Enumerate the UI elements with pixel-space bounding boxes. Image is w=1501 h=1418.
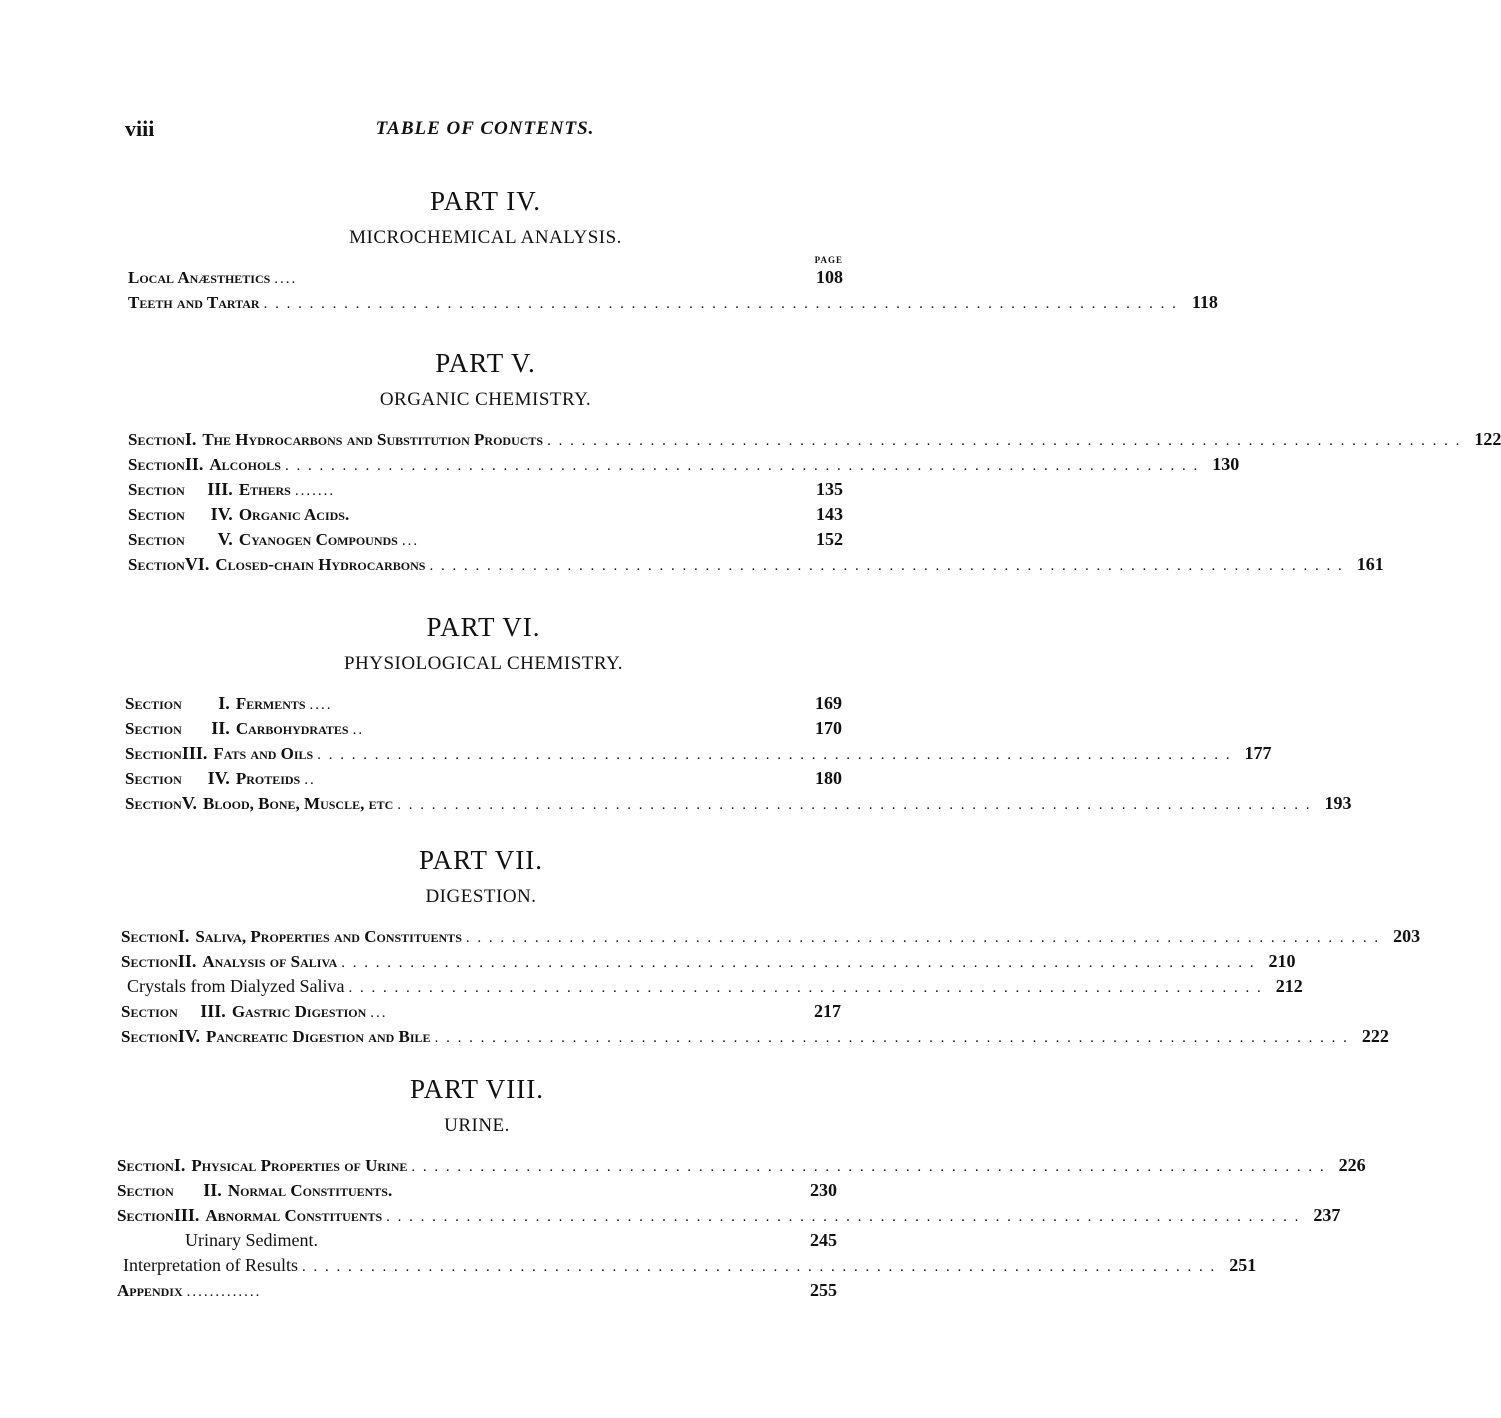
dot-leader: . . . . . . . . . . . . . . . . . . . . . . . . . . . . . . . . . . . . . . . . . . . . . . . . . . . . . . . . . . . . . . . . . . . . . . . . . . . . . . . . [411, 1159, 1326, 1175]
part-subtitle: PHYSIOLOGICAL CHEMISTRY. [343, 653, 624, 674]
section-label: Section [128, 455, 185, 474]
section-numeral: III. [173, 1205, 200, 1225]
part-section [125, 609, 1352, 816]
part-section [121, 842, 1421, 1049]
entry-title: Proteids [235, 769, 301, 788]
section-label: Section [128, 505, 185, 524]
toc-entry[interactable] [128, 527, 843, 552]
entry-title: Appendix [117, 1281, 183, 1300]
section-label: Section [128, 480, 185, 499]
section-label: Section [121, 1002, 178, 1021]
page-number: 180 [815, 768, 842, 788]
entry-title: Carbohydrates [235, 719, 349, 738]
toc-entry[interactable] [121, 924, 1421, 949]
section-label: Section [121, 1027, 178, 1046]
page-number: 130 [1212, 454, 1240, 474]
part-title: PART VIII. [410, 1074, 544, 1104]
dot-leader: . . . . . . . . . . . . . . . . . . . . . . . . . . . . . . . . . . . . . . . . . . . . . . . . . . . . . . . . . . . . . . . . . . . . . . . . . . . . . . . . [341, 955, 1256, 971]
dot-leader: .... [274, 271, 298, 287]
page-number: 108 [816, 267, 843, 287]
page-number: 152 [816, 529, 843, 549]
dot-leader: ... [401, 533, 420, 549]
page-number: 177 [1244, 743, 1272, 763]
page-number: 230 [810, 1180, 837, 1200]
section-numeral: II. [177, 951, 197, 971]
page-number: 255 [810, 1280, 837, 1300]
section-label: Section [125, 719, 182, 738]
entry-title: Saliva, Properties and Constituents [195, 927, 462, 946]
toc-entry[interactable] [128, 290, 1218, 315]
page-number: 210 [1268, 951, 1296, 971]
section-numeral: II. [184, 454, 204, 474]
entry-title: Crystals from Dialyzed Saliva [127, 976, 345, 996]
entry-title: Alcohols [209, 455, 281, 474]
toc-entry[interactable] [121, 1024, 1389, 1049]
entry-title: Local Anæsthetics [128, 268, 271, 287]
part-section [128, 183, 1218, 315]
dot-leader: . . . . . . . . . . . . . . . . . . . . . . . . . . . . . . . . . . . . . . . . . . . . . . . . . . . . . . . . . . . . . . . . . . . . . . . . . . . . . . . . [465, 930, 1381, 946]
entry-title: Analysis of Saliva [202, 952, 338, 971]
dot-leader: . . . . . . . . . . . . . . . . . . . . . . . . . . . . . . . . . . . . . . . . . . . . . . . . . . . . . . . . . . . . . . . . . . . . . . . . . . . . . . . . [263, 296, 1178, 312]
page-number: 169 [815, 693, 842, 713]
section-label: Section [117, 1181, 174, 1200]
part-title: PART VI. [426, 612, 541, 642]
running-title: TABLE OF CONTENTS. [375, 118, 595, 139]
entry-list [128, 427, 1501, 577]
section-label: Section [125, 769, 182, 788]
page-number: 226 [1338, 1155, 1366, 1175]
section-label: Section [121, 952, 178, 971]
page-number: 118 [1191, 292, 1218, 312]
entry-title: Teeth and Tartar [128, 293, 260, 312]
section-label: Section [128, 555, 185, 574]
toc-entry[interactable] [128, 452, 1240, 477]
section-label: Section [121, 927, 178, 946]
page-column-label: PAGE [814, 255, 843, 265]
entry-title: Interpretation of Results [123, 1255, 298, 1275]
section-numeral: I. [218, 693, 230, 713]
section-label: Section [125, 744, 182, 763]
dot-leader: .. [352, 722, 365, 738]
toc-entry[interactable] [117, 1228, 837, 1253]
toc-entry[interactable] [121, 974, 1303, 999]
section-numeral: IV. [177, 1026, 200, 1046]
toc-entry[interactable] [117, 1203, 1341, 1228]
toc-entry[interactable] [125, 741, 1272, 766]
toc-entry[interactable] [125, 791, 1352, 816]
dot-leader: . . . . . . . . . . . . . . . . . . . . . . . . . . . . . . . . . . . . . . . . . . . . . . . . . . . . . . . . . . . . . . . . . . . . . . . . . . . . . . . . [386, 1209, 1301, 1225]
part-subtitle: ORGANIC CHEMISTRY. [379, 389, 592, 410]
section-numeral: IV. [210, 504, 233, 524]
page-number: 170 [815, 718, 842, 738]
page-number: 212 [1275, 976, 1303, 996]
dot-leader: . . . . . . . . . . . . . . . . . . . . . . . . . . . . . . . . . . . . . . . . . . . . . . . . . . . . . . . . . . . . . . . . . . . . . . . . . . . . . . . . [348, 980, 1263, 996]
page-number: 217 [814, 1001, 841, 1021]
part-title: PART VII. [419, 845, 543, 875]
page-number: 251 [1229, 1255, 1257, 1275]
entry-title: Ethers [238, 480, 291, 499]
section-numeral: III. [207, 479, 233, 499]
part-section [128, 345, 1501, 577]
page-number: 143 [816, 504, 843, 524]
part-subtitle: DIGESTION. [425, 886, 537, 907]
page-number: 245 [810, 1230, 837, 1250]
toc-entry[interactable] [128, 427, 1501, 452]
toc-entry[interactable] [121, 949, 1296, 974]
toc-entry[interactable] [117, 1153, 1366, 1178]
toc-entry[interactable] [125, 766, 842, 791]
dot-leader: ... [370, 1005, 388, 1021]
page-number: 161 [1356, 554, 1384, 574]
section-numeral: III. [181, 743, 208, 763]
entry-title: Cyanogen Compounds [238, 530, 398, 549]
entry-title: Closed-chain Hydrocarbons [215, 555, 426, 574]
section-numeral: II. [211, 718, 230, 738]
toc-entry[interactable] [128, 502, 843, 527]
dot-leader: .. [304, 772, 316, 788]
entry-title: Blood, Bone, Muscle, etc [203, 794, 394, 813]
entry-title: Abnormal Constituents [205, 1206, 383, 1225]
entry-title: Organic Acids. [238, 505, 350, 524]
dot-leader: ............. [186, 1284, 262, 1300]
page-number: 122 [1474, 429, 1501, 449]
part-subtitle: MICROCHEMICAL ANALYSIS. [349, 227, 622, 248]
entry-title: Gastric Digestion [231, 1002, 367, 1021]
dot-leader: . . . . . . . . . . . . . . . . . . . . . . . . . . . . . . . . . . . . . . . . . . . . . . . . . . . . . . . . . . . . . . . . . . . . . . . . . . . . . . . . [397, 797, 1312, 813]
entry-list [117, 1153, 1366, 1303]
section-numeral: I. [173, 1155, 186, 1175]
dot-leader: . . . . . . . . . . . . . . . . . . . . . . . . . . . . . . . . . . . . . . . . . . . . . . . . . . . . . . . . . . . . . . . . . . . . . . . . . . . . . . . . [429, 558, 1344, 574]
entry-title: Ferments [235, 694, 306, 713]
section-numeral: V. [181, 793, 197, 813]
page-number: 135 [816, 479, 843, 499]
page-number: 193 [1324, 793, 1352, 813]
section-label: Section [117, 1156, 174, 1175]
dot-leader: . . . . . . . . . . . . . . . . . . . . . . . . . . . . . . . . . . . . . . . . . . . . . . . . . . . . . . . . . . . . . . . . . . . . . . . . . . . . . . . . [317, 747, 1232, 763]
page-number-folio: viii [125, 116, 155, 141]
dot-leader: . . . . . . . . . . . . . . . . . . . . . . . . . . . . . . . . . . . . . . . . . . . . . . . . . . . . . . . . . . . . . . . . . . . . . . . . . . . . . . . . [434, 1030, 1349, 1046]
section-numeral: VI. [184, 554, 210, 574]
section-numeral: I. [177, 926, 190, 946]
dot-leader: . . . . . . . . . . . . . . . . . . . . . . . . . . . . . . . . . . . . . . . . . . . . . . . . . . . . . . . . . . . . . . . . . . . . . . . . . . . . . . . . [301, 1259, 1217, 1275]
toc-entry[interactable] [117, 1178, 837, 1203]
section-label: Section [128, 430, 185, 449]
toc-entry[interactable] [128, 265, 843, 290]
entry-title: Fats and Oils [213, 744, 314, 763]
dot-leader: . . . . . . . . . . . . . . . . . . . . . . . . . . . . . . . . . . . . . . . . . . . . . . . . . . . . . . . . . . . . . . . . . . . . . . . . . . . . . . . . [284, 458, 1200, 474]
section-numeral: II. [203, 1180, 222, 1200]
section-label: Section [125, 794, 182, 813]
part-title: PART IV. [430, 186, 541, 216]
section-numeral: I. [184, 429, 197, 449]
page-number: 222 [1361, 1026, 1389, 1046]
entry-title: Urinary Sediment. [185, 1230, 318, 1250]
dot-leader: . . . . . . . . . . . . . . . . . . . . . . . . . . . . . . . . . . . . . . . . . . . . . . . . . . . . . . . . . . . . . . . . . . . . . . . . . . . . . . . . [547, 433, 1462, 449]
toc-entry[interactable] [117, 1278, 837, 1303]
entry-title: The Hydrocarbons and Substitution Products [202, 430, 544, 449]
section-numeral: V. [217, 529, 233, 549]
part-title: PART V. [435, 348, 536, 378]
entry-title: Pancreatic Digestion and Bile [206, 1027, 431, 1046]
toc-entry[interactable] [117, 1253, 1257, 1278]
section-label: Section [125, 694, 182, 713]
part-subtitle: URINE. [444, 1115, 510, 1136]
entry-title: Physical Properties of Urine [191, 1156, 408, 1175]
toc-entry[interactable] [125, 716, 842, 741]
section-label: Section [117, 1206, 174, 1225]
toc-entry[interactable] [128, 477, 843, 502]
toc-entry[interactable] [121, 999, 841, 1024]
entry-list [128, 255, 1218, 315]
section-label: Section [128, 530, 185, 549]
toc-entry[interactable] [125, 691, 842, 716]
dot-leader: ....... [294, 483, 336, 499]
page-number: 237 [1313, 1205, 1341, 1225]
part-section [117, 1071, 1366, 1303]
section-numeral: III. [200, 1001, 226, 1021]
page-number: 203 [1393, 926, 1421, 946]
dot-leader: .... [309, 697, 333, 713]
entry-list [121, 924, 1421, 1049]
toc-entry[interactable] [128, 552, 1384, 577]
page-header [125, 116, 845, 146]
entry-list [125, 691, 1352, 816]
entry-title: Normal Constituents. [227, 1181, 393, 1200]
section-numeral: IV. [207, 768, 230, 788]
